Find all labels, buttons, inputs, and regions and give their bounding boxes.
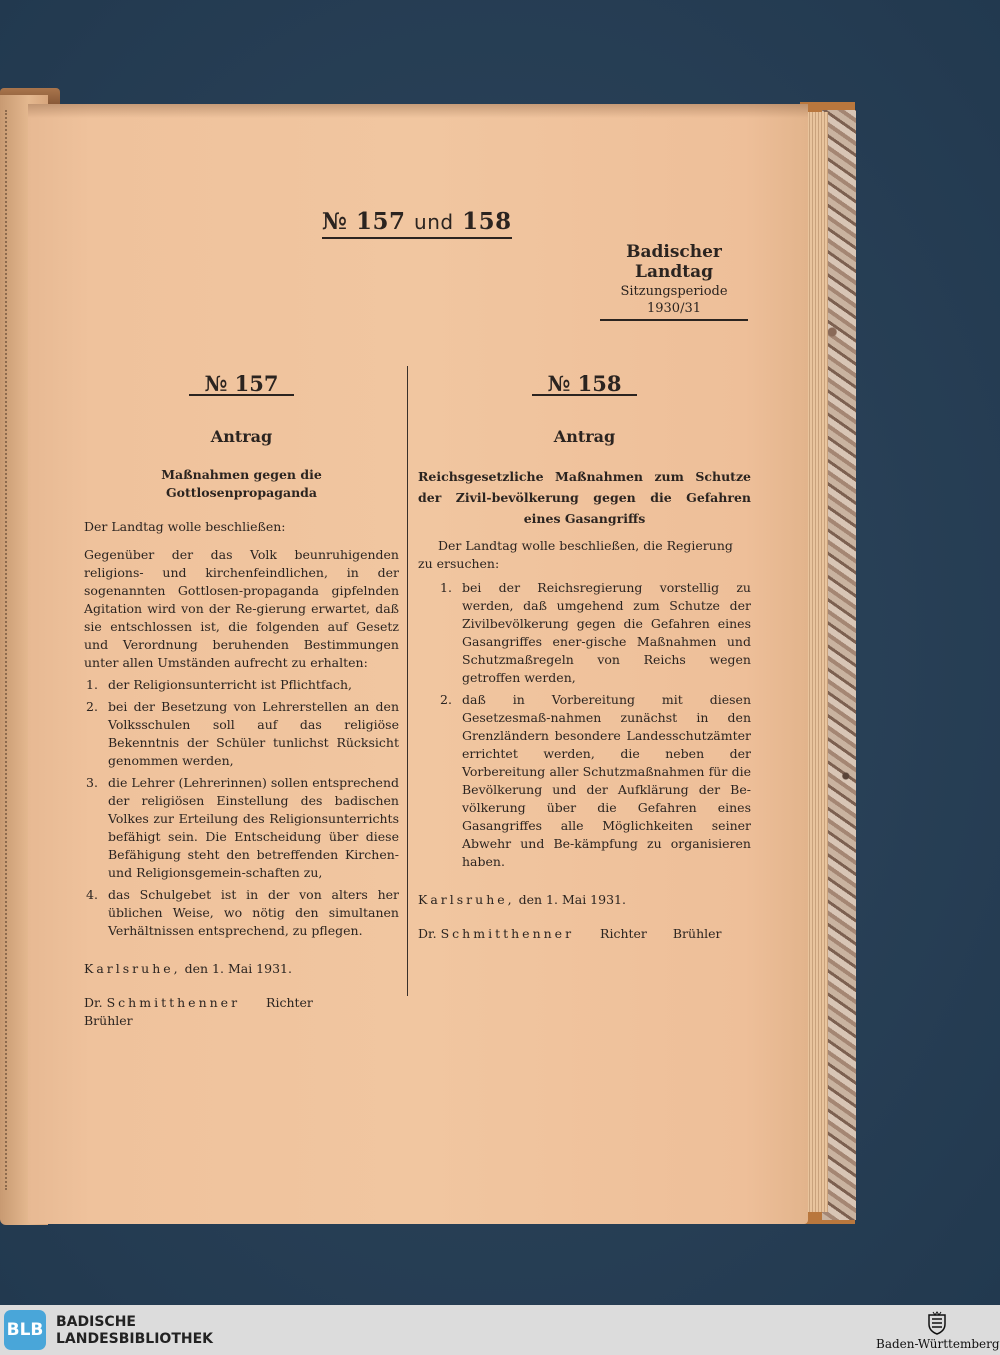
motion-paragraph: Gegenüber der das Volk beunruhigenden religions- und kirchenfeindlichen, in der sogenannten Gottlosen-propaganda gipfelnden Agitation wird von der Re-gierung erwartet, daß sie entschlossen ist, die folgenden auf Gesetz und Verordnung beruhenden Bestimmungen unter allen Umständen aufrecht zu erhalten: [84,547,399,670]
column-divider [407,366,408,996]
date: den 1. Mai 1931. [518,892,626,907]
list-item: 1. der Religionsunterricht ist Pflichtfach, [86,677,352,692]
signer-title: Dr. [418,926,437,941]
state-name: Baden-Württemberg [876,1337,1000,1351]
library-name[interactable] [56,1314,213,1348]
place: Karlsruhe, [84,961,181,976]
date: den 1. Mai 1931. [184,961,292,976]
place-date [84,960,399,978]
motion-items [84,676,399,940]
session-years: 1930/31 [600,301,748,321]
list-item: 2. bei der Besetzung von Lehrerstellen an den Volksschulen soll auf das religiöse Bekenntnis der Schüler tunlichst Rücksicht genommen werden, [86,699,399,768]
motion-number-text: № 158 [532,375,638,396]
place: Karlsruhe, [418,892,515,907]
motion-heading: Antrag [553,427,616,446]
page-shadow [28,104,808,118]
place-date [418,891,751,909]
title-number-2: 158 [462,208,512,235]
motion-items [418,579,751,871]
title-und: und [414,210,454,234]
footer-bar [0,1305,1000,1355]
signer-1: Schmitthenner [106,995,241,1010]
landtag-name: Badischer Landtag [626,242,722,282]
motion-number-text: № 157 [189,375,295,396]
signer-3: Brühler [84,1013,133,1028]
binding-thread [5,110,10,1190]
blb-logo[interactable]: BLB [4,1310,46,1350]
signer-title: Dr. [84,995,103,1010]
motion-number [84,371,399,396]
list-item: 4. das Schulgebet ist in der von alters her üblichen Weise, wo nötig den simultanen Verhältnissen entsprechend, zu pflegen. [86,887,399,938]
title-number-1: № 157 [322,208,406,235]
list-item: 2. daß in Vorbereitung mit diesen Gesetzesmaß-nahmen zunächst in den Grenzländern besondere Landesschutzämter errichtet werden, die neben der Vorbereitung aller Schutzmaßnahmen für die Bevölkerung und der Aufklärung der Be-völkerung über die Gefahren eines Gasangriffes alle Möglichkeiten seiner Abwehr und Be-kämpfung zu organisieren haben. [440,692,751,869]
signer-3: Brühler [672,926,722,941]
coat-of-arms-icon [926,1311,948,1335]
session-label: Sitzungsperiode [620,284,728,299]
motion-subject: Reichsgesetzliche Maßnahmen zum Schutze der Zivil-bevölkerung gegen die Gefahren eines Gasangriffs [418,469,751,526]
motion-subject: Maßnahmen gegen die Gottlosenpropaganda [161,467,322,500]
page-title [322,208,512,239]
signatories [418,925,751,943]
list-item: 3. die Lehrer (Lehrerinnen) sollen entsprechend der religiösen Einstellung des badischen Volkes zur Erteilung des Religionsunterrichts befähigt sein. Die Entscheidung über diese Befähigung steht den betreffenden Kirchen- und Religionsgemein-schaften zu, [86,775,399,880]
motion-heading: Antrag [210,427,273,446]
signer-1: Schmitthenner [440,926,575,941]
library-name-line-2: LANDESBIBLIOTHEK [56,1331,214,1347]
motion-intro: Der Landtag wolle beschließen: [84,519,286,534]
signatories [84,994,399,1030]
motion-number [418,371,751,396]
motion-intro: Der Landtag wolle beschließen, die Regierung zu ersuchen: [418,538,733,571]
motion-158 [418,371,751,943]
signer-2: Richter [600,926,647,941]
library-name-line-1: BADISCHE [56,1314,136,1330]
list-item: 1. bei der Reichsregierung vorstellig zu werden, daß umgehend zum Schutze der Zivilbevölkerung gegen die Gefahren eines Gasangriffes ener-gische Maßnahmen und Schutzmaßregeln von Reichs wegen getroffen werden, [440,580,751,685]
signer-2: Richter [266,995,313,1010]
landtag-header [600,242,748,321]
motion-157 [84,371,399,1030]
